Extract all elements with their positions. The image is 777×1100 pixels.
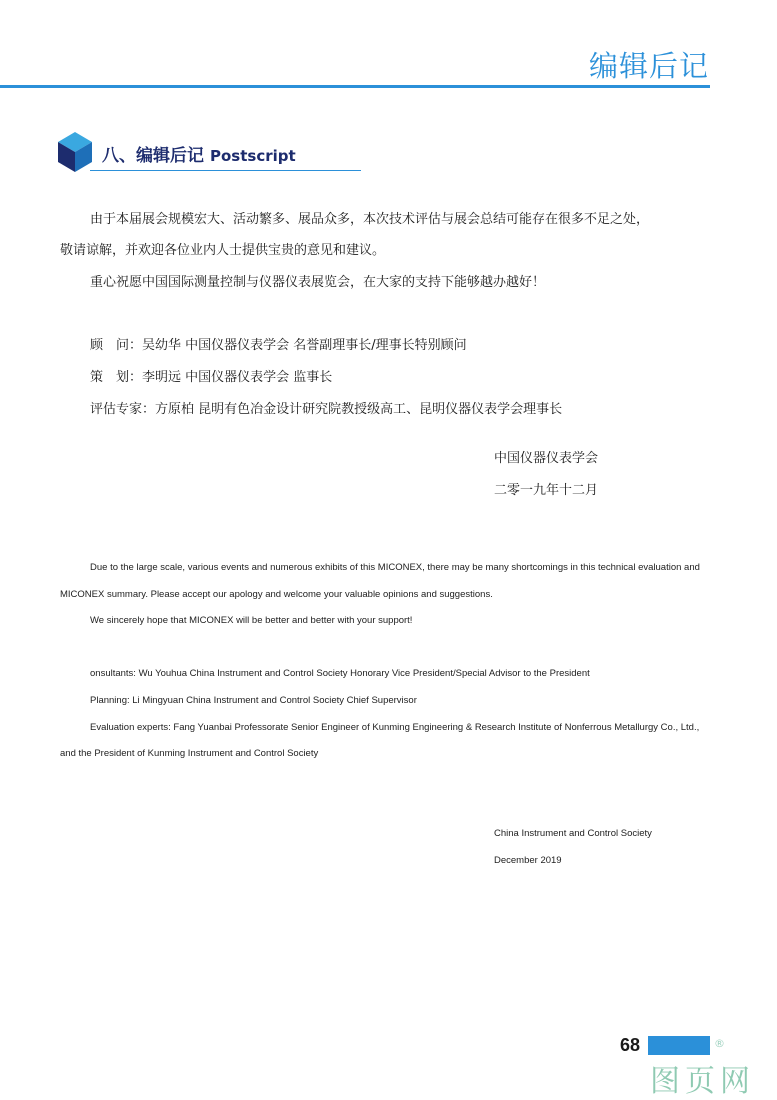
section-rule	[90, 170, 361, 171]
en-expert-line-2: and the President of Kunming Instrument and Control Society	[60, 748, 319, 759]
en-expert-line-1: Evaluation experts: Fang Yuanbai Professorate Senior Engineer of Kunming Engineering & Research Institute of Nonferrous Metallurgy Co., Ltd.,	[90, 722, 700, 733]
en-signature-date: December 2019	[494, 855, 562, 866]
cn-consultant-line: 顾 问：吴幼华 中国仪器仪表学会 名誉副理事长/理事长特别顾问	[90, 338, 467, 353]
cn-paragraph-2: 重心祝愿中国国际测量控制与仪器仪表展览会，在大家的支持下能够越办越好！	[90, 275, 546, 290]
cn-paragraph-1-line-1: 由于本届展会规模宏大、活动繁多、展品众多，本次技术评估与展会总结可能存在很多不足之处，	[90, 212, 650, 227]
section-title-cn: 八、编辑后记	[102, 146, 204, 166]
page-number: 68	[620, 1035, 641, 1055]
en-paragraph-1-line-1: Due to the large scale, various events and numerous exhibits of this MICONEX, there may be many shortcomings in this technical evaluation and	[90, 562, 700, 573]
en-consultant-line: onsultants: Wu Youhua China Instrument and Control Society Honorary Vice President/Special Advisor to the President	[90, 668, 590, 679]
en-planning-line: Planning: Li Mingyuan China Instrument and Control Society Chief Supervisor	[90, 695, 417, 706]
en-paragraph-2: We sincerely hope that MICONEX will be better and better with your support!	[90, 615, 413, 626]
en-signature-org: China Instrument and Control Society	[494, 828, 652, 839]
watermark-text: 图页网	[650, 1064, 755, 1099]
cn-signature-date: 二零一九年十二月	[494, 483, 599, 498]
watermark-registered-mark: ®	[714, 1037, 725, 1050]
header-title: 编辑后记	[588, 49, 709, 83]
cn-paragraph-1-line-2: 敬请谅解，并欢迎各位业内人士提供宝贵的意见和建议。	[60, 243, 386, 258]
cn-signature-org: 中国仪器仪表学会	[494, 451, 599, 466]
section-title-en: Postscript	[210, 147, 296, 165]
cn-expert-line: 评估专家：方原柏 昆明有色冶金设计研究院教授级高工、昆明仪器仪表学会理事长	[90, 402, 563, 417]
footer-bar	[648, 1036, 710, 1055]
cube-icon	[58, 132, 92, 172]
section-title	[102, 141, 296, 166]
header-rule	[0, 85, 710, 88]
en-paragraph-1-line-2: MICONEX summary. Please accept our apology and welcome your valuable opinions and suggestions.	[60, 589, 493, 600]
cn-planning-line: 策 划：李明远 中国仪器仪表学会 监事长	[90, 370, 333, 385]
